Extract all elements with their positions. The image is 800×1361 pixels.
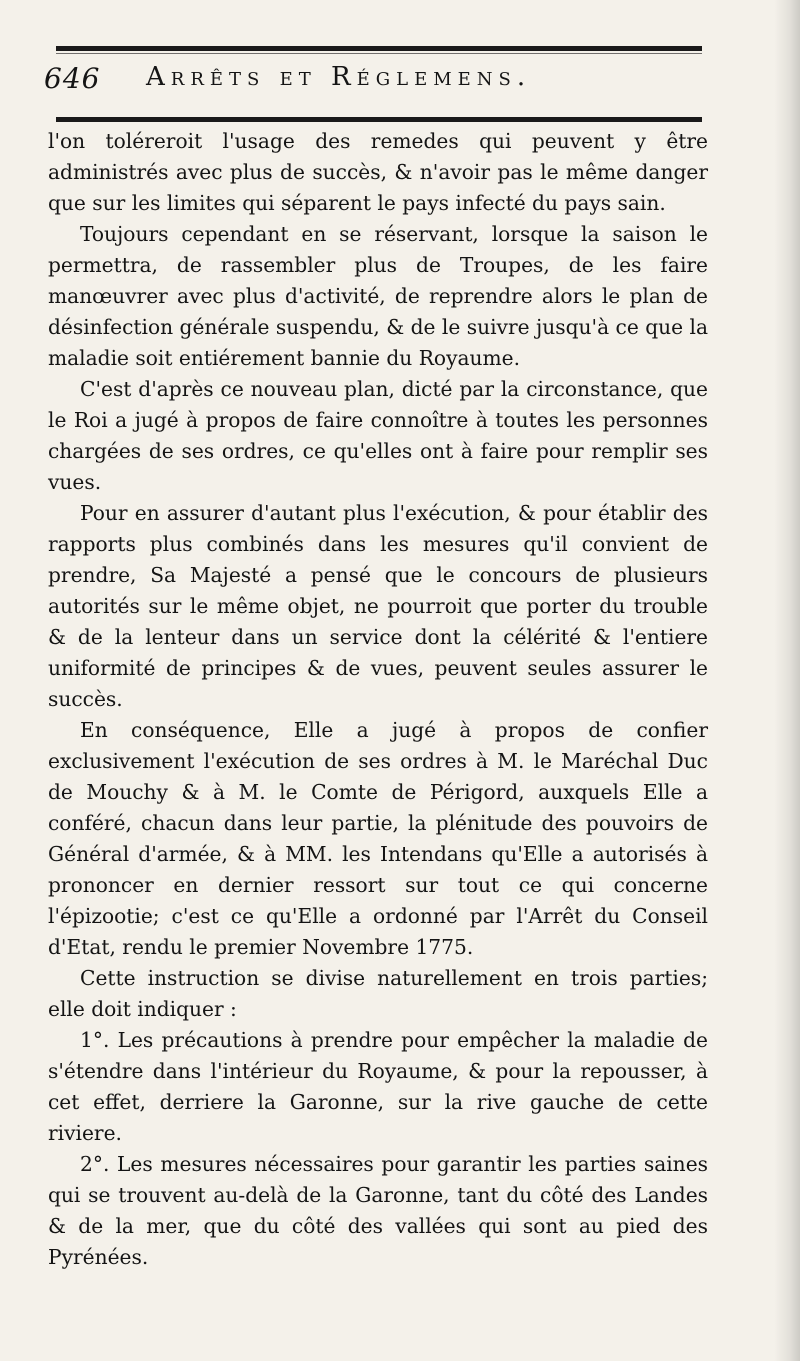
page-shadow (774, 0, 800, 1361)
body-text (48, 126, 708, 1273)
header-rule-bottom (56, 117, 702, 122)
paragraph-continuation: l'on toléreroit l'usage des remedes qui peuvent y être administrés avec plus de succès, & n'avoir pas le même danger que sur les limites qui séparent le pays infecté du pays sain. (48, 129, 708, 215)
paragraph: Cette instruction se divise naturellement en trois parties; elle doit indiquer : (48, 966, 708, 1021)
paragraph: Pour en assurer d'autant plus l'exécution, & pour établir des rapports plus combinés dans les mesures qu'il convient de prendre, Sa Majesté a pensé que le concours de plusieurs autorités sur le même objet, ne pourroit que porter du trouble & de la lenteur dans un service dont la célérité & l'entiere uniformité de principes & de vues, peuvent seules assurer le succès. (48, 501, 708, 711)
paragraph: C'est d'après ce nouveau plan, dicté par la circonstance, que le Roi a jugé à propos de faire connoître à toutes les personnes chargées de ses ordres, ce qu'elles ont à faire pour remplir ses vues. (48, 377, 708, 494)
list-item-2: 2°. Les mesures nécessaires pour garantir les parties saines qui se trouvent au-delà de la Garonne, tant du côté des Landes & de la mer, que du côté des vallées qui sont au pied des Pyrénées. (48, 1152, 708, 1269)
page-title: Arrêts et Réglemens. (146, 62, 532, 92)
paragraph: Toujours cependant en se réservant, lorsque la saison le permettra, de rassembler plus de Troupes, de les faire manœuvrer avec plus d'activité, de reprendre alors le plan de désinfection générale suspendu, & de le suivre jusqu'à ce que la maladie soit entiérement bannie du Royaume. (48, 222, 708, 370)
paragraph: En conséquence, Elle a jugé à propos de confier exclusivement l'exécution de ses ordres à M. le Maréchal Duc de Mouchy & à M. le Comte de Périgord, auxquels Elle a conféré, chacun dans leur partie, la plénitude des pouvoirs de Général d'armée, & à MM. les Intendans qu'Elle a autorisés à prononcer en dernier ressort sur tout ce qui concerne l'épizootie; c'est ce qu'Elle a ordonné par l'Arrêt du Conseil d'Etat, rendu le premier Novembre 1775. (48, 718, 708, 959)
running-head (44, 62, 724, 95)
page-number: 646 (44, 62, 101, 95)
header-rule-top (56, 46, 702, 51)
list-item-1: 1°. Les précautions à prendre pour empêcher la maladie de s'étendre dans l'intérieur du Royaume, & pour la repousser, à cet effet, derriere la Garonne, sur la rive gauche de cette riviere. (48, 1028, 708, 1145)
header-rule-top-thin (56, 53, 702, 54)
